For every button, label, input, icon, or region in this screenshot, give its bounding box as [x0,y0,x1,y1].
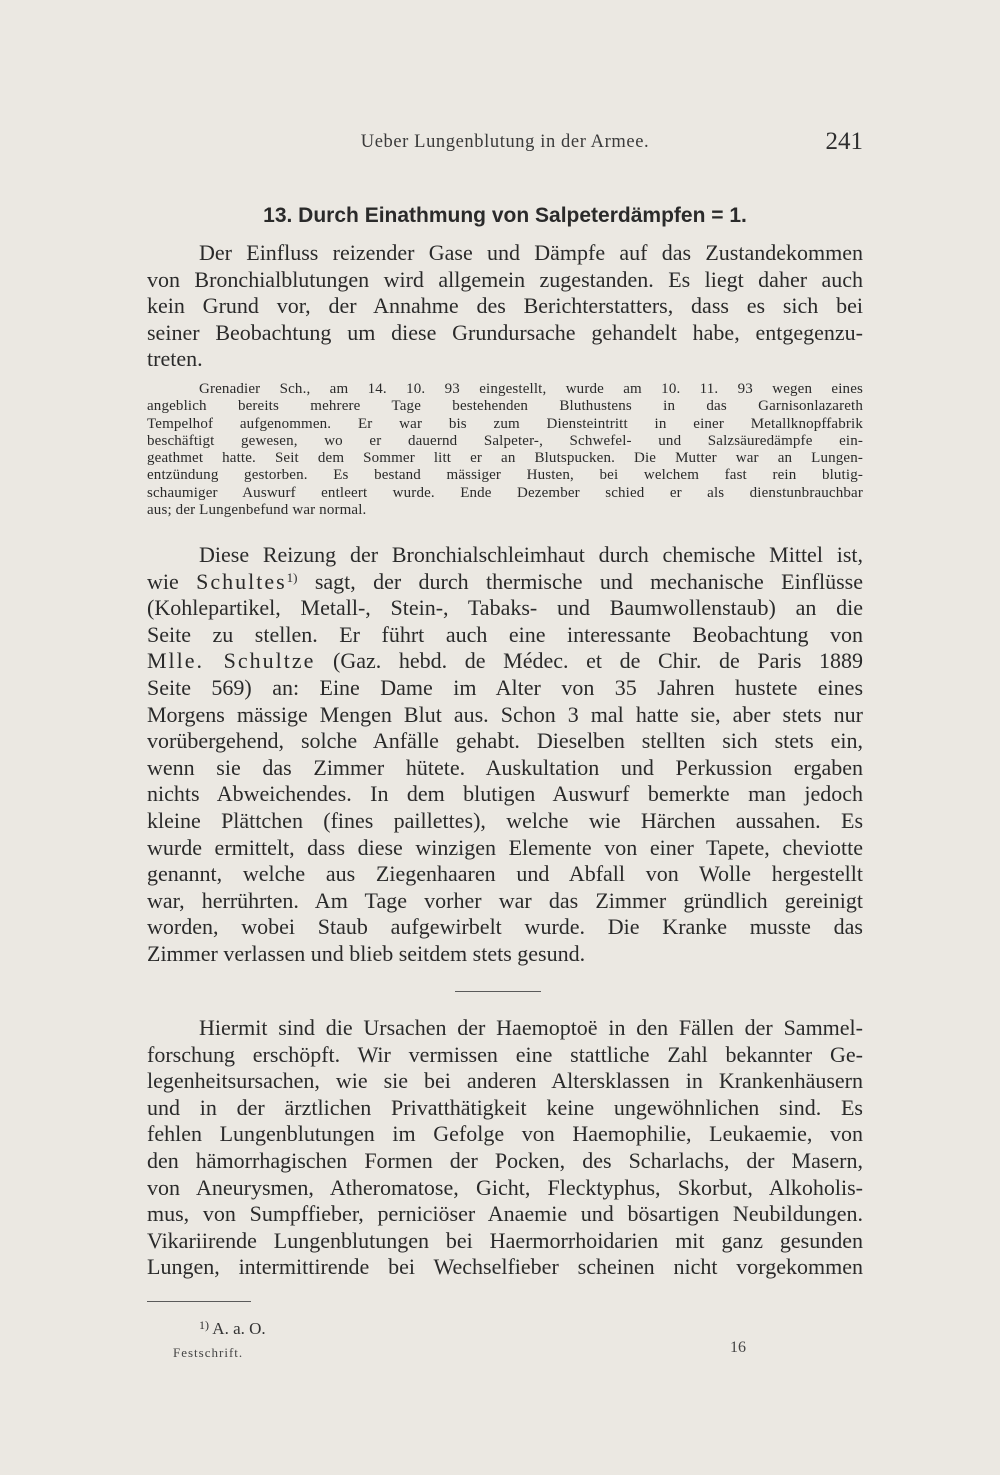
text-line: treten. [147,346,203,372]
text-line [147,648,863,675]
text-line: von Aneurysmen, Atheromatose, Gicht, Flecktyphus, Skorbut, Alkoholis- [147,1174,863,1200]
text-line: genannt, welche aus Ziegenhaaren und Abfall von Wolle hergestellt [147,861,863,887]
page-number: 241 [825,128,863,155]
text-line: entzündung gestorben. Es bestand mässiger Husten, bei welchem fast rein blutig- [147,467,863,484]
section-heading: 13. Durch Einathmung von Salpeterdämpfen = 1. [263,204,747,227]
paragraph-reizung [147,542,863,968]
text-line [147,569,863,596]
text-line: Tempelhof aufgenommen. Er war bis zum Diensteintritt in einer Metallknopffabrik [147,415,863,432]
running-title: Ueber Lungenblutung in der Armee. [360,132,650,152]
text-line: (Kohlepartikel, Metall-, Stein-, Tabaks- und Baumwollenstaub) an die [147,595,863,621]
sheet-number: 16 [730,1339,746,1356]
text-line: Seite zu stellen. Er führt auch eine interessante Beobachtung von [147,621,863,647]
case-report [147,381,863,519]
text-line: Diese Reizung der Bronchialschleimhaut durch chemische Mittel ist, [199,542,863,567]
text-fragment: wie [147,568,197,594]
text-line: wenn sie das Zimmer hütete. Auskultation und Perkussion ergaben [147,754,863,780]
page-header [147,128,863,164]
text-line: kein Grund vor, der Annahme des Berichterstatters, dass es sich bei [147,293,863,319]
text-line: Lungen, intermittirende bei Wechselfieber scheinen nicht vorgekommen [147,1254,863,1280]
text-line: Der Einfluss reizender Gase und Dämpfe auf das Zustandekommen [199,240,863,265]
text-line: seiner Beobachtung um diese Grundursache gehandelt habe, entgegenzu- [147,319,863,345]
text-line: Hiermit sind die Ursachen der Haemoptoë in den Fällen der Sammel- [199,1015,863,1040]
text-line: war, herrührten. Am Tage vorher war das Zimmer gründlich gereinigt [147,887,863,913]
text-line: und in der ärztlichen Privatthätigkeit keine ungewöhnlichen sind. Es [147,1094,863,1120]
section-divider [455,991,541,992]
text-line: legenheitsursachen, wie sie bei anderen Altersklassen in Krankenhäusern [147,1068,863,1094]
text-line: von Bronchialblutungen wird allgemein zugestanden. Es liegt daher auch [147,266,863,292]
text-line: fehlen Lungenblutungen im Gefolge von Haemophilie, Leukaemie, von [147,1121,863,1147]
footnote [199,1319,266,1339]
footnote-rule [147,1301,251,1302]
text-line: Morgens mässige Mengen Blut aus. Schon 3 mal hatte sie, aber stets nur [147,701,863,727]
text-line: nichts Abweichendes. In dem blutigen Auswurf bemerkte man jedoch [147,781,863,807]
text-fragment: sagt, der durch thermische und mechanische Einflüsse [297,568,864,594]
paragraph-hiermit [147,1015,863,1281]
author-name: Mlle. Schultze [147,648,316,674]
footnote-reference: 1) [286,569,298,585]
text-line: worden, wobei Staub aufgewirbelt wurde. Die Kranke musste das [147,914,863,940]
signature-mark: Festschrift. [173,1345,244,1360]
author-name: Schultes [196,568,287,594]
text-line: beschäftigt gewesen, wo er dauernd Salpeter-, Schwefel- und Salzsäuredämpfe ein- [147,432,863,449]
text-line: kleine Plättchen (fines paillettes), welche wie Härchen aussahen. Es [147,807,863,833]
text-line: wurde ermittelt, dass diese winzigen Elemente von einer Tapete, cheviotte [147,834,863,860]
text-fragment: (Gaz. hebd. de Médec. et de Chir. de Paris 1889 [315,648,863,674]
text-line: den hämorrhagischen Formen der Pocken, des Scharlachs, der Masern, [147,1147,863,1173]
text-line: schaumiger Auswurf entleert wurde. Ende Dezember schied er als dienstunbrauchbar [147,484,863,501]
text-line: vorübergehend, solche Anfälle gehabt. Dieselben stellten sich stets ein, [147,728,863,754]
text-line: forschung erschöpft. Wir vermissen eine stattliche Zahl bekannter Ge- [147,1041,863,1067]
footnote-text: A. a. O. [209,1319,266,1338]
footnote-marker: 1) [199,1318,209,1332]
intro-paragraph [147,240,863,373]
text-line: Zimmer verlassen und blieb seitdem stets gesund. [147,940,586,966]
text-line: geathmet hatte. Seit dem Sommer litt er an Blutspucken. Die Mutter war an Lungen- [147,450,863,467]
text-line: Seite 569) an: Eine Dame im Alter von 35 Jahren hustete eines [147,674,863,700]
text-line: Grenadier Sch., am 14. 10. 93 eingestellt, wurde am 10. 11. 93 wegen eines [199,381,863,397]
text-line: angeblich bereits mehrere Tage bestehenden Bluthustens in das Garnisonlazareth [147,398,863,415]
text-line: Vikariirende Lungenblutungen bei Haermorrhoidarien mit ganz gesunden [147,1227,863,1253]
text-line: mus, von Sumpffieber, perniciöser Anaemie und bösartigen Neubildungen. [147,1201,863,1227]
text-line: aus; der Lungenbefund war normal. [147,502,367,519]
